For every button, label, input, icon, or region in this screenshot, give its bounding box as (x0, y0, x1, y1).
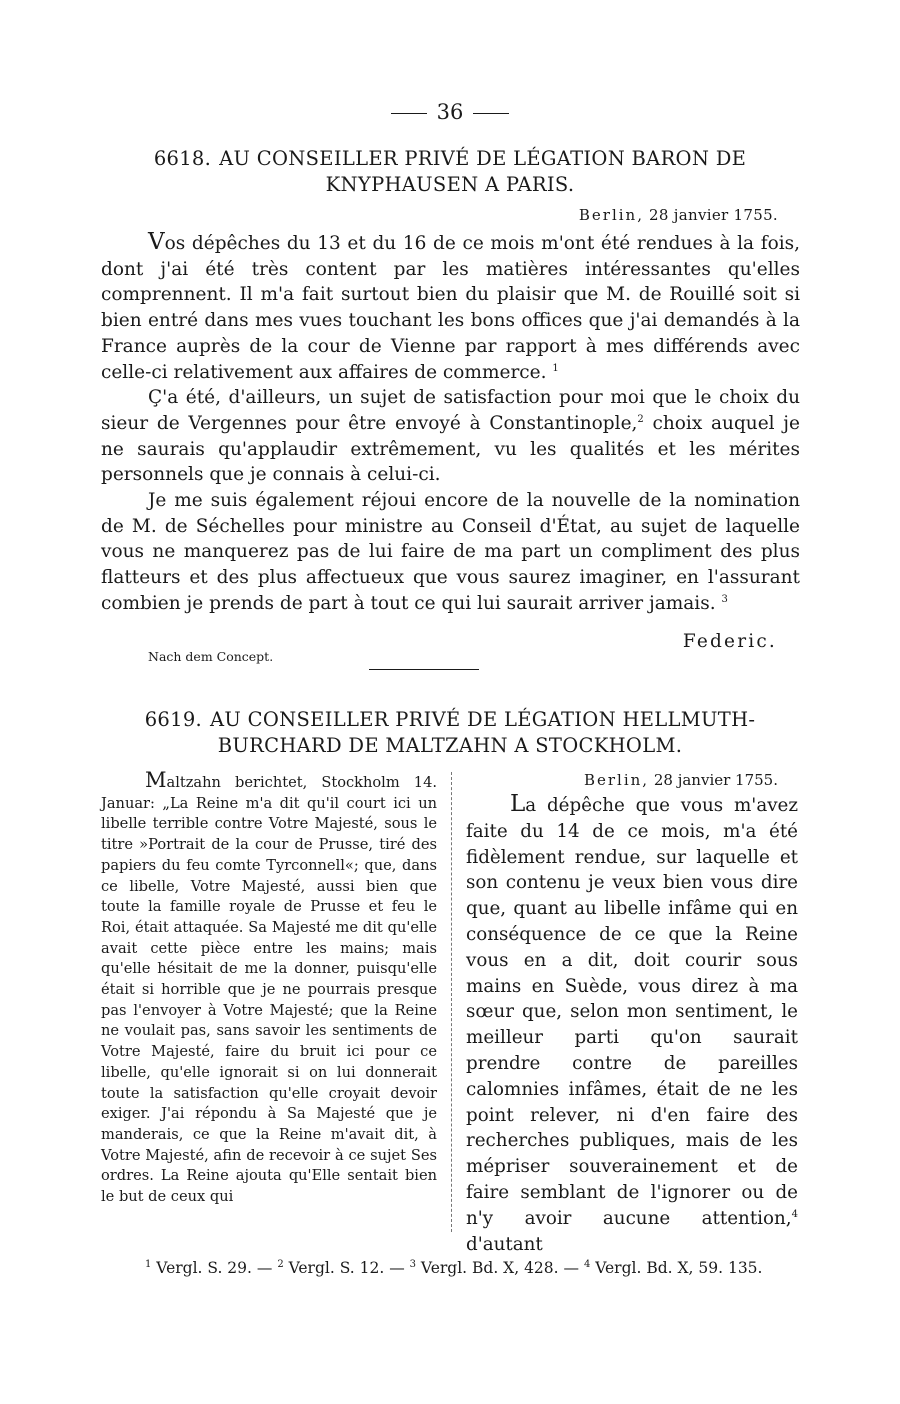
letter-6618-paragraph-2 (101, 385, 800, 488)
letter-6619-report-column (101, 770, 437, 1208)
letter-6618-initial: V (148, 229, 165, 255)
footnote-1-text: Vergl. S. 29. — (151, 1259, 278, 1277)
letter-6619-reply-column (466, 792, 798, 1257)
section-divider-rule (369, 669, 479, 670)
letter-6618-number: 6618. (153, 147, 212, 170)
footnote-4-text: Vergl. Bd. X, 59. 135. (590, 1259, 763, 1277)
letter-6618-heading-line1 (100, 146, 800, 172)
letter-6619-heading-line2: BURCHARD DE MALTZAHN A STOCKHOLM. (217, 734, 683, 757)
footnote-1-number: 1 (145, 1258, 152, 1270)
page-number-value: 36 (436, 100, 464, 124)
page-number-dash-left (391, 113, 427, 114)
letter-6618-body (101, 230, 800, 617)
footnote-line (101, 1256, 798, 1280)
letter-6619-reply-text-a: a dépêche que vous m'avez faite du 14 de ce mois, m'a été fidèlement rendue, sur laquelle et son contenu je veux bien vous dire que, quant au libelle infâme qui en conséquence de ce que la Reine vous en a dit, doit courir sous mains en Suède, vous direz à ma sœur que, selon mon sentiment, le meilleur parti qu'on saurait prendre contre de pareilles calomnies infâmes, était de ne les point relever, ni d'en faire des recherches publiques, mais de les mépriser souverainement et de faire semblant de l'ignorer ou de n'y avoir aucune attention, (466, 795, 798, 1229)
footnotes (101, 1256, 798, 1280)
footnote-2-text: Vergl. S. 12. — (283, 1259, 410, 1277)
column-divider (451, 772, 452, 1232)
letter-6619-heading (100, 707, 800, 759)
letter-6619-heading-text1: AU CONSEILLER PRIVÉ DE LÉGATION HELLMUTH- (210, 708, 756, 731)
footnote-3-number: 3 (409, 1258, 416, 1270)
page-number (0, 98, 900, 126)
letter-6618-signature: Federic. (682, 631, 777, 652)
footnote-ref-2[interactable]: 2 (637, 413, 644, 425)
letter-6619-dateline (466, 770, 778, 790)
letter-6619-number: 6619. (144, 708, 203, 731)
letter-6618-heading-text1: AU CONSEILLER PRIVÉ DE LÉGATION BARON DE (219, 147, 747, 170)
letter-6618-date-place: Berlin, (578, 206, 644, 224)
letter-6618-p2-text-a: Ç'a été, d'ailleurs, un sujet de satisfaction pour moi que le choix du sieur de Vergennes pour être envoyé à Constantinople, (101, 387, 800, 434)
letter-6619-reply-initial: L (510, 791, 526, 817)
letter-6618-paragraph-3 (101, 488, 800, 617)
page-number-dash-right (473, 113, 509, 114)
letter-6618-p1-text: os dépêches du 13 et du 16 de ce mois m'ont été rendues à la fois, dont j'ai été très content par les matières intéressantes qu'elles comprennent. Il m'a fait surtout bien du plaisir que M. de Rouillé soit si bien entré dans mes vues touchant les bons offices que j'ai demandés à la France auprès de la cour de Vienne par rapport à mes différends avec celle-ci relativement aux affaires de commerce. (101, 233, 800, 383)
letter-6618-heading-line2: KNYPHAUSEN A PARIS. (325, 173, 575, 196)
letter-6619-date-place: Berlin, (583, 771, 650, 789)
footnote-ref-3[interactable]: 3 (721, 593, 728, 605)
letter-6619-reply-paragraph (466, 792, 798, 1257)
footnote-3-text: Vergl. Bd. X, 428. — (416, 1259, 584, 1277)
footnote-ref-1[interactable]: 1 (552, 362, 559, 374)
letter-6619-heading-line1 (100, 707, 800, 733)
letter-6618-paragraph-1 (101, 230, 800, 385)
letter-6619-report-initial: M (145, 768, 167, 792)
letter-6618-p3-text: Je me suis également réjoui encore de la nouvelle de la nomination de M. de Séchelles pour ministre au Conseil d'État, au sujet de laquelle vous ne manquerez pas de lui faire de ma part un compliment des plus flatteurs et des plus affectueux que vous saurez imaginer, en l'assurant combien je prends de part à tout ce qui lui saurait arriver jamais. (101, 490, 800, 614)
footnote-ref-4[interactable]: 4 (791, 1208, 798, 1220)
letter-6619-date: 28 janvier 1755. (653, 771, 778, 789)
footnote-4-number: 4 (583, 1258, 591, 1270)
letter-6619-report-paragraph (101, 770, 437, 1208)
letter-6618-dateline (579, 205, 778, 225)
letter-6618-heading (100, 146, 800, 198)
letter-6619-reply-text-b: d'autant (466, 1233, 543, 1255)
letter-6618-source-note: Nach dem Concept. (148, 649, 274, 664)
letter-6618-date: 28 janvier 1755. (649, 206, 778, 224)
footnote-2-number: 2 (277, 1258, 284, 1270)
letter-6619-report-text: altzahn berichtet, Stockholm 14. Januar: „La Reine m'a dit qu'il court ici un libelle terrible contre Votre Majesté, sous le titre »Portrait de la cour de Prusse, tiré des papiers du feu comte Tyrconnell«; que, dans ce libelle, Votre Majesté, aussi bien que toute la famille royale de Prusse et feu le Roi, était attaquée. Sa Majesté me dit qu'elle avait cette pièce entre les mains; mais qu'elle hésitait de me la donner, puisqu'elle était si horrible que je ne pourrais presque pas l'envoyer à Votre Majesté; que la Reine ne voulait pas, sans savoir les sentiments de Votre Majesté, faire du bruit ici pour ce libelle, qu'elle ignorait si on lui donnerait toute la satisfaction qu'elle croyait devoir exiger. J'ai répondu à Sa Majesté que je manderais, ce que la Reine m'avait dit, à Votre Majesté, afin de recevoir à ce sujet Ses ordres. La Reine ajouta qu'Elle sentait bien le but de ceux qui (101, 774, 437, 1206)
letter-6618-p2-text-b: choix auquel je ne saurais qu'applaudir extrêmement, vu les qualités et les mérites personnels que je connais à celui-ci. (101, 412, 800, 486)
